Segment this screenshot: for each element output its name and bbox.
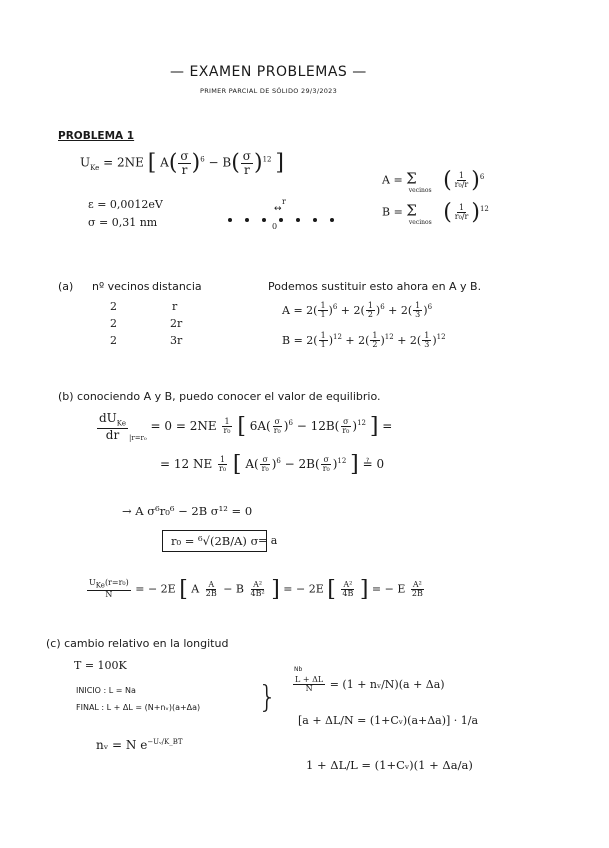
energy-lhs-sub: Ke	[90, 163, 100, 172]
atom-chain	[228, 212, 347, 225]
vacancy-density	[96, 738, 183, 752]
length-eq-3: 1 + ΔL/L = (1+Cᵥ)(1 + Δa/a)	[306, 758, 473, 772]
equilibrium-boxed: r₀ = ⁶√(2B/A) σ	[162, 530, 267, 552]
B-eq-label: B = 2	[282, 333, 314, 347]
nv-label: nᵥ = N e	[96, 738, 148, 752]
row-2-d: 3r	[170, 334, 183, 347]
row-0-d: r	[172, 300, 178, 313]
temperature: T = 100K	[74, 659, 127, 672]
epsilon-value: ε = 0,0012eV	[88, 198, 163, 211]
line2-end: ≟ 0	[362, 457, 385, 471]
nb-label: Nb	[294, 666, 303, 673]
length-eq-2: [a + ΔL/N = (1+Cᵥ)(a+Δa)] · 1/a	[298, 714, 479, 727]
page-title: — EXAMEN PROBLEMAS —	[170, 64, 367, 80]
problem-heading: PROBLEMA 1	[58, 130, 135, 142]
equilibrium-condition: → A σ⁶r₀⁶ − 2B σ¹² = 0	[122, 504, 253, 518]
A-eq-label: A = 2	[282, 303, 314, 317]
eq1-rhs: = (1 + nᵥ/N)(a + Δa)	[329, 677, 445, 691]
part-a-label: (a)	[58, 280, 74, 293]
sum-B-label: B =	[382, 205, 403, 219]
length-eq-1: $\frac{L + \Delta L}{N}$ = (1 + nᵥ/N)(a + Δa)	[295, 675, 445, 694]
chain-origin-label: 0	[272, 222, 278, 231]
energy-mid: = − 2E	[135, 582, 176, 596]
part-c-label: (c) cambio relativo en la longitud	[46, 637, 229, 650]
sum-A: $A = \Sigma_{vecinos}$ ( $\frac{1}{\text{r₀/r}}$ )$^6$	[382, 168, 485, 194]
derivative-line-2: = 12 NE $\frac{1}{\text{r₀}}$ [ A( $\frac{\sigma}{\text{r₀}}$ )$^6$ − 2B( $\frac{\sigma}{\text{r₀}}$ )$^{12}$ ] ≟ 0	[160, 452, 385, 477]
energy-final: = − E	[371, 582, 406, 596]
chain-arrow: ↔	[274, 204, 282, 214]
energy-equation: $U_{Ke} = 2NE$ [ A( $\frac{\sigma}{r}$ )$^6$ − B( $\frac{\sigma}{r}$ )$^{12}$ ]	[80, 149, 284, 177]
chain-r-label: r	[282, 197, 286, 206]
row-1-n: 2	[110, 317, 117, 330]
inicio-line: INICIO : L = Na	[76, 686, 136, 695]
row-2-n: 2	[110, 334, 117, 347]
nv-exponent: −Uᵥ/K_BT	[147, 738, 183, 746]
energy-rhs-start: = 2NE	[103, 155, 144, 170]
sigma-value: σ = 0,31 nm	[88, 216, 158, 229]
energy-end: = − 2E	[283, 582, 324, 596]
derivative-eq: = 0 = 2NE	[150, 419, 217, 434]
sum-B-subscript: vecinos	[408, 218, 432, 226]
page-subtitle: PRIMER PARCIAL DE SÓLIDO 29/3/2023	[200, 87, 338, 95]
sum-B: $B = \Sigma_{vecinos}$ ( $\frac{1}{\text{r₀/r}}$ )$^{12}$	[382, 200, 489, 226]
B-expansion: B = 2( $\frac{1}{1}$ )$^{12}$ + 2( $\frac{1}{2}$ )$^{12}$ + 2( $\frac{1}{3}$ )$^{12}$	[282, 331, 446, 350]
row-1-d: 2r	[170, 317, 183, 330]
final-line: FINAL : L + ΔL = (N+nᵥ)(a+Δa)	[76, 703, 201, 712]
derivative-line: $\frac{dU_{Ke}}{dr}$ $_{|r=r_0}$ = 0 = 2NE $\frac{1}{\text{r₀}}$ [ 6A( $\frac{\sigma}{\text{r₀}}$ )$^6$ − 12B( $\frac{\sigma}{\text{r₀}}$ )$^{12}$ ] =	[99, 411, 393, 443]
energy-lhs: U	[80, 155, 91, 170]
boxed-equals-a: = a	[258, 534, 278, 547]
part-a-note: Podemos sustituir esto ahora en A y B.	[268, 280, 482, 293]
sum-A-subscript: vecinos	[408, 186, 432, 194]
equilibrium-energy: $\frac{U_{Ke}(r=r_0)}{N}$ = − 2E [ A $\frac{A}{2B}$ − B $\frac{\text{A²}}{\text{4B²}}$ ] = − 2E [ $\frac{\text{A²}}{4B}$ ] = − E $\frac{\text{A²}}{2B}$	[89, 577, 423, 602]
part-a-col2: distancia	[152, 280, 202, 293]
row-0-n: 2	[110, 300, 117, 313]
A-expansion: A = 2( $\frac{1}{1}$ )$^6$ + 2( $\frac{1}{2}$ )$^6$ + 2( $\frac{1}{3}$ )$^6$	[282, 301, 433, 320]
part-a-col1: nº vecinos	[92, 280, 150, 293]
line2-start: = 12 NE	[160, 457, 213, 471]
sum-A-label: A =	[382, 173, 403, 187]
part-b-label: (b) conociendo A y B, puedo conocer el valor de equilibrio.	[58, 390, 381, 403]
system-brace: }	[258, 680, 278, 715]
